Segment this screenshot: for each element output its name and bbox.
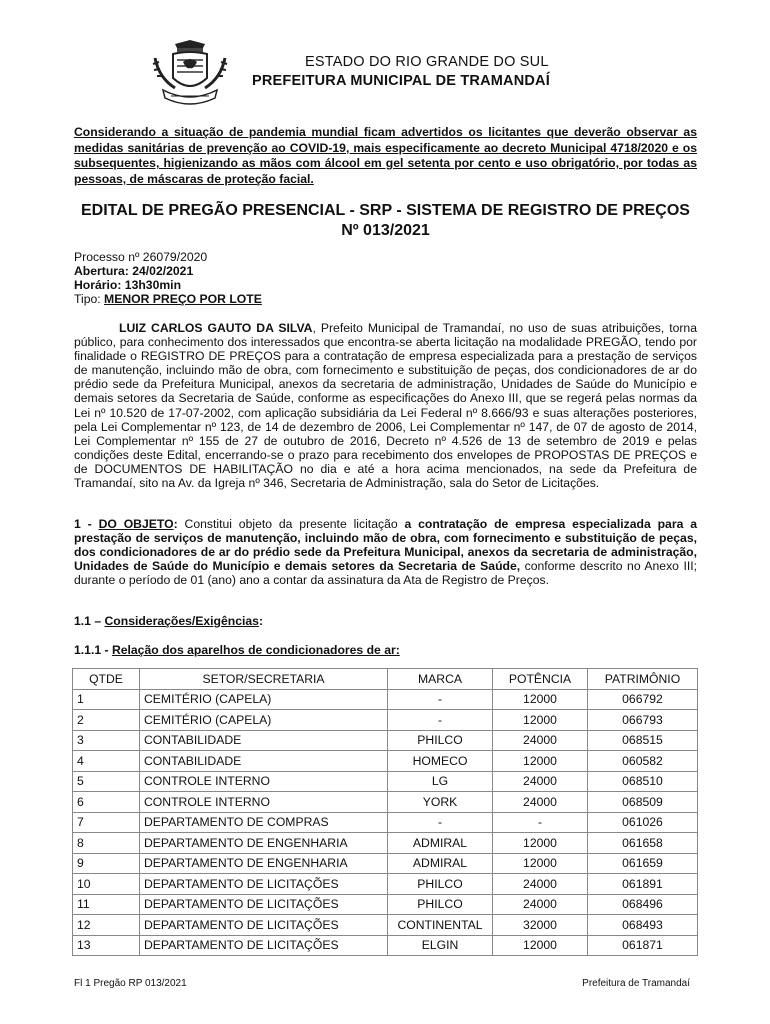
cell-qtde: 8 <box>73 833 140 854</box>
covid-notice: Considerando a situação de pandemia mundial ficam advertidos os licitantes que deverão observar as medidas sanitárias de prevenção ao COVID-19, mais especificamente ao decreto Municipal 4718/2020 e os subsequentes, higienizando as mãos com álcool em gel setenta por cento e uso obrigatório, por todas as pessoas, de máscaras de proteção facial. <box>74 125 697 186</box>
object-paragraph <box>74 517 697 587</box>
cell-qtde: 10 <box>73 874 140 895</box>
cell-patrimonio: 061659 <box>588 853 698 874</box>
cell-patrimonio: 060582 <box>588 751 698 772</box>
cell-potencia: 12000 <box>493 751 588 772</box>
municipal-crest-icon <box>145 38 235 108</box>
municipality-name: PREFEITURA MUNICIPAL DE TRAMANDAÍ <box>252 73 550 89</box>
cell-potencia: 32000 <box>493 915 588 936</box>
cell-potencia: 24000 <box>493 771 588 792</box>
table-row <box>73 935 698 956</box>
cell-setor: DEPARTAMENTO DE ENGENHARIA <box>140 853 388 874</box>
cell-potencia: 24000 <box>493 894 588 915</box>
cell-marca: CONTINENTAL <box>388 915 493 936</box>
document-title: EDITAL DE PREGÃO PRESENCIAL - SRP - SISTEMA DE REGISTRO DE PREÇOS Nº 013/2021 <box>81 202 690 239</box>
cell-marca: PHILCO <box>388 894 493 915</box>
table-row <box>73 710 698 731</box>
cell-setor: DEPARTAMENTO DE LICITAÇÕES <box>140 915 388 936</box>
intro-text: , Prefeito Municipal de Tramandaí, no uso de suas atribuições, torna público, para conhecimento dos interessados que encontra-se aberta licitação na modalidade PREGÃO, tendo por finalidade o REGISTRO DE PREÇOS para a contratação de empresa especializada para a prestação de serviços de manutenção, incluindo mão de obra, com fornecimento e substituição de peças, dos condicionadores de ar do prédio sede da Prefeitura Municipal, anexos da secretaria de administração, Unidades de Saúde do Município e demais setores da Secretaria de Saúde, conforme as especificações do Anexo III, que se regerá pelas normas da Lei nº 10.520 de 17-07-2002, com aplicação subsidiária da Lei Federal nº 8.666/93 e suas alterações posteriores, pela Lei Complementar nº 123, de 14 de dezembro de 2006, Lei Complementar nº 147, de 07 de agosto de 2014, Lei Complementar nº 155 de 27 de outubro de 2016, Decreto nº 4.526 de 13 de setembro de 2019 e pelas condições deste Edital, encerrando-se o prazo para recebimento dos envelopes de PROPOSTAS DE PREÇOS e de DOCUMENTOS DE HABILITAÇÃO no dia e até a hora acima mencionados, na sede da Prefeitura de Tramandaí, sito na Av. da Igreja nº 346, Secretaria de Administração, sala do Setor de Licitações. <box>74 321 697 491</box>
cell-marca: - <box>388 689 493 710</box>
table-row <box>73 915 698 936</box>
cell-potencia: 24000 <box>493 792 588 813</box>
section-1-1-1-number: 1.1.1 - <box>74 643 112 657</box>
bid-type-value: MENOR PREÇO POR LOTE <box>104 292 262 306</box>
table-row <box>73 894 698 915</box>
cell-qtde: 5 <box>73 771 140 792</box>
cell-qtde: 7 <box>73 812 140 833</box>
cell-setor: CEMITÉRIO (CAPELA) <box>140 710 388 731</box>
section-1-1-label: Considerações/Exigências <box>104 614 259 628</box>
section-1-1-1-heading <box>74 643 400 657</box>
cell-patrimonio: 061871 <box>588 935 698 956</box>
cell-patrimonio: 061891 <box>588 874 698 895</box>
cell-marca: HOMECO <box>388 751 493 772</box>
table-body <box>73 689 698 956</box>
bid-type <box>74 292 262 306</box>
cell-marca: PHILCO <box>388 874 493 895</box>
cell-marca: ADMIRAL <box>388 853 493 874</box>
cell-setor: DEPARTAMENTO DE ENGENHARIA <box>140 833 388 854</box>
cell-marca: ELGIN <box>388 935 493 956</box>
table-row <box>73 689 698 710</box>
header-marca: MARCA <box>388 669 493 690</box>
cell-patrimonio: 066792 <box>588 689 698 710</box>
cell-marca: - <box>388 812 493 833</box>
cell-setor: DEPARTAMENTO DE LICITAÇÕES <box>140 935 388 956</box>
cell-patrimonio: 068515 <box>588 730 698 751</box>
air-conditioner-table <box>72 668 698 956</box>
cell-setor: CEMITÉRIO (CAPELA) <box>140 689 388 710</box>
table-row <box>73 812 698 833</box>
cell-qtde: 1 <box>73 689 140 710</box>
object-intro: Constitui objeto da presente licitação <box>184 517 405 531</box>
cell-qtde: 3 <box>73 730 140 751</box>
letterhead <box>145 38 705 110</box>
cell-marca: PHILCO <box>388 730 493 751</box>
cell-qtde: 13 <box>73 935 140 956</box>
cell-potencia: 12000 <box>493 853 588 874</box>
cell-qtde: 2 <box>73 710 140 731</box>
cell-patrimonio: 068510 <box>588 771 698 792</box>
cell-patrimonio: 061026 <box>588 812 698 833</box>
table-row <box>73 730 698 751</box>
object-number: 1 - <box>74 517 99 531</box>
table-row <box>73 853 698 874</box>
cell-setor: CONTROLE INTERNO <box>140 792 388 813</box>
opening-time: Horário: 13h30min <box>74 278 182 292</box>
cell-potencia: - <box>493 812 588 833</box>
mayor-name: LUIZ CARLOS GAUTO DA SILVA <box>119 321 313 335</box>
cell-setor: DEPARTAMENTO DE LICITAÇÕES <box>140 894 388 915</box>
section-1-1-suffix: : <box>258 614 264 628</box>
section-1-1-heading <box>74 614 263 628</box>
cell-potencia: 24000 <box>493 874 588 895</box>
cell-potencia: 12000 <box>493 833 588 854</box>
cell-qtde: 12 <box>73 915 140 936</box>
cell-marca: - <box>388 710 493 731</box>
cell-patrimonio: 068509 <box>588 792 698 813</box>
object-bold-text: a contratação de empresa especializada para a prestação de serviços de manutenção, incluindo mão de obra, com fornecimento e substituição de peças, dos condicionadores de ar do prédio sede da Prefeitura Municipal, anexos da secretaria de administração, Unidades de Saúde do Município e demais setores da Secretaria de Saúde, <box>74 517 697 574</box>
process-number: Processo nº 26079/2020 <box>74 250 208 264</box>
table-row <box>73 833 698 854</box>
cell-potencia: 12000 <box>493 935 588 956</box>
cell-qtde: 4 <box>73 751 140 772</box>
intro-paragraph <box>74 321 697 490</box>
header-setor: SETOR/SECRETARIA <box>140 669 388 690</box>
cell-setor: CONTROLE INTERNO <box>140 771 388 792</box>
footer-page-ref: Fl 1 Pregão RP 013/2021 <box>74 978 187 989</box>
cell-marca: LG <box>388 771 493 792</box>
cell-marca: YORK <box>388 792 493 813</box>
cell-patrimonio: 061658 <box>588 833 698 854</box>
table-row <box>73 771 698 792</box>
cell-potencia: 24000 <box>493 730 588 751</box>
object-colon: : <box>173 517 185 531</box>
cell-setor: CONTABILIDADE <box>140 730 388 751</box>
cell-qtde: 6 <box>73 792 140 813</box>
state-name: ESTADO DO RIO GRANDE DO SUL <box>305 54 549 70</box>
cell-qtde: 9 <box>73 853 140 874</box>
cell-setor: CONTABILIDADE <box>140 751 388 772</box>
header-qtde: QTDE <box>73 669 140 690</box>
table-row <box>73 751 698 772</box>
cell-setor: DEPARTAMENTO DE LICITAÇÕES <box>140 874 388 895</box>
table-row <box>73 792 698 813</box>
header-patrimonio: PATRIMÔNIO <box>588 669 698 690</box>
cell-marca: ADMIRAL <box>388 833 493 854</box>
cell-patrimonio: 068496 <box>588 894 698 915</box>
cell-potencia: 12000 <box>493 710 588 731</box>
cell-qtde: 11 <box>73 894 140 915</box>
table-header-row <box>73 669 698 690</box>
object-heading: DO OBJETO <box>98 517 174 531</box>
opening-date: Abertura: 24/02/2021 <box>74 264 194 278</box>
bid-type-label: Tipo: <box>74 292 101 306</box>
cell-patrimonio: 066793 <box>588 710 698 731</box>
footer-org: Prefeitura de Tramandaí <box>582 978 690 989</box>
process-info <box>74 250 262 306</box>
cell-setor: DEPARTAMENTO DE COMPRAS <box>140 812 388 833</box>
cell-potencia: 12000 <box>493 689 588 710</box>
table-row <box>73 874 698 895</box>
section-1-1-number: 1.1 – <box>74 614 105 628</box>
object-rest-text: conforme descrito no Anexo III; durante o período de 01 (ano) ano a contar da assinatura da Ata de Registro de Preços. <box>74 559 697 588</box>
cell-patrimonio: 068493 <box>588 915 698 936</box>
header-potencia: POTÊNCIA <box>493 669 588 690</box>
section-1-1-1-label: Relação dos aparelhos de condicionadores de ar: <box>111 643 400 657</box>
